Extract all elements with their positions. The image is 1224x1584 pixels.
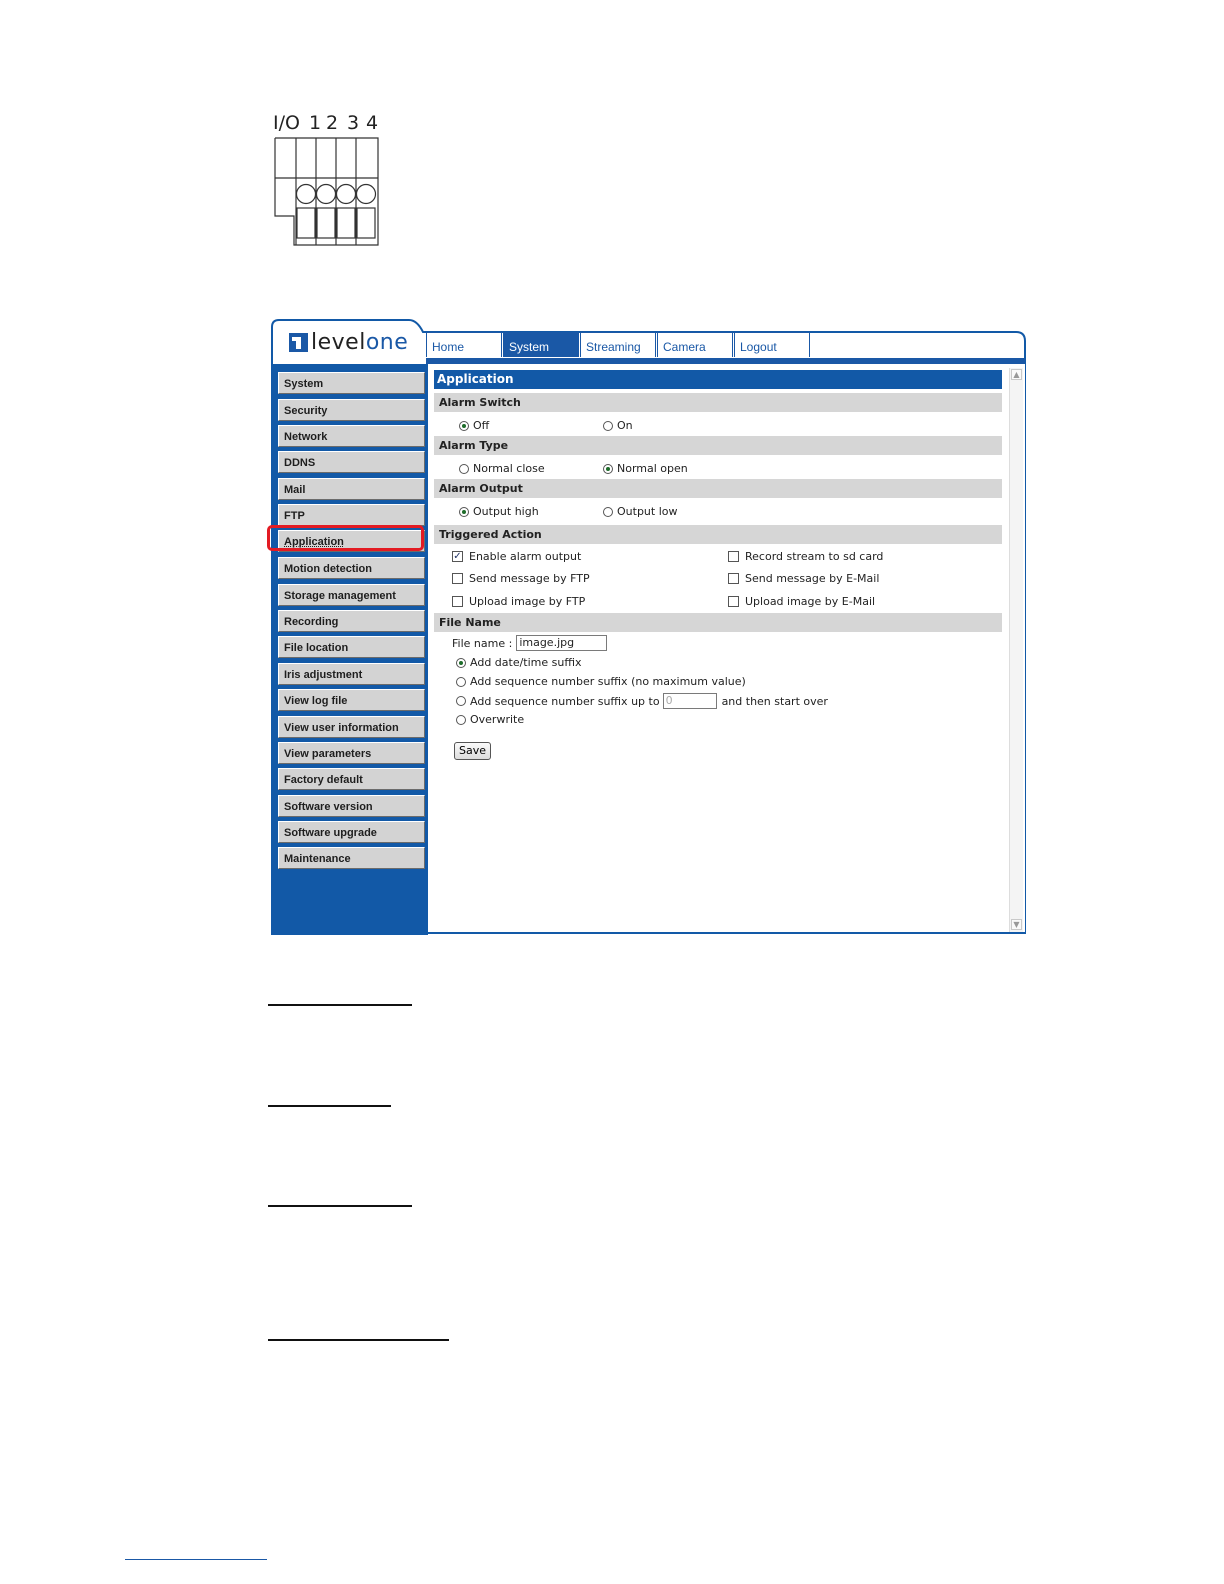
sidebar-item-view-parameters[interactable]: View parameters <box>278 742 425 764</box>
checkbox-icon[interactable] <box>452 596 463 607</box>
pin-4-label: 4 <box>366 112 379 134</box>
logo-text-main: level <box>311 329 366 355</box>
radio-icon[interactable] <box>456 696 466 706</box>
io-label: I/O <box>273 112 300 134</box>
logo-text-accent: one <box>365 329 409 355</box>
tab-system[interactable]: System <box>503 332 579 357</box>
scrollbar[interactable] <box>1009 368 1023 932</box>
sidebar-item-recording[interactable]: Recording <box>278 610 425 632</box>
checkbox-icon[interactable] <box>452 573 463 584</box>
alarm-switch-heading: Alarm Switch <box>434 393 1002 412</box>
footer-link-underline <box>125 1559 267 1560</box>
section-underline-4 <box>268 1339 449 1341</box>
sidebar-item-software-version[interactable]: Software version <box>278 795 425 817</box>
sidebar-item-ddns[interactable]: DDNS <box>278 451 425 473</box>
checkbox-icon[interactable] <box>728 596 739 607</box>
tab-streaming[interactable]: Streaming <box>580 332 656 357</box>
levelone-logo <box>289 329 408 355</box>
radio-icon[interactable] <box>603 421 613 431</box>
pin-2-label: 2 <box>326 112 339 134</box>
checkbox-icon[interactable] <box>728 551 739 562</box>
save-button[interactable]: Save <box>454 742 491 760</box>
checkbox-icon[interactable] <box>728 573 739 584</box>
upload-image-email-checkbox[interactable]: Upload image by E-Mail <box>728 595 875 608</box>
file-name-label: File name : <box>452 636 513 650</box>
sidebar-item-ftp[interactable]: FTP <box>278 504 425 526</box>
application-highlight-box <box>267 525 424 551</box>
suffix-datetime-option[interactable]: Add date/time suffix <box>456 656 582 669</box>
sidebar-item-software-upgrade[interactable]: Software upgrade <box>278 821 425 843</box>
section-underline-1 <box>268 1004 412 1006</box>
enable-alarm-output-checkbox[interactable]: ✓ Enable alarm output <box>453 550 582 563</box>
pin-3-label: 3 <box>347 112 360 134</box>
file-name-input[interactable]: image.jpg <box>516 635 607 651</box>
logo-icon <box>289 333 308 352</box>
alarm-switch-off[interactable]: Off <box>459 419 489 432</box>
alarm-type-normal-close[interactable]: Normal close <box>459 462 545 475</box>
triggered-action-heading: Triggered Action <box>434 525 1002 544</box>
radio-icon[interactable] <box>603 464 613 474</box>
radio-icon[interactable] <box>456 658 466 668</box>
page-title: Application <box>434 370 1002 389</box>
pin-1-label: 1 <box>309 112 322 134</box>
scroll-up-icon[interactable]: ▲ <box>1011 369 1022 380</box>
sidebar <box>271 364 428 935</box>
sidebar-item-security[interactable]: Security <box>278 399 425 421</box>
content-panel <box>428 364 1025 932</box>
sidebar-item-motion-detection[interactable]: Motion detection <box>278 557 425 579</box>
checkbox-checked-icon[interactable]: ✓ <box>453 551 462 562</box>
file-name-heading: File Name <box>434 613 1002 632</box>
radio-icon[interactable] <box>459 507 469 517</box>
sidebar-item-application[interactable]: Application <box>278 530 425 552</box>
suffix-sequence-option[interactable]: Add sequence number suffix (no maximum value) <box>456 675 746 688</box>
tab-camera[interactable]: Camera <box>657 332 733 357</box>
send-message-ftp-checkbox[interactable]: Send message by FTP <box>452 572 590 585</box>
overwrite-option[interactable]: Overwrite <box>456 713 524 726</box>
alarm-output-heading: Alarm Output <box>434 479 1002 498</box>
suffix-sequence-max-option[interactable]: Add sequence number suffix up to 0 and then start over <box>456 693 828 709</box>
sidebar-item-maintenance[interactable]: Maintenance <box>278 847 425 869</box>
sequence-after-text: and then start over <box>721 694 828 708</box>
sidebar-item-factory-default[interactable]: Factory default <box>278 768 425 790</box>
radio-icon[interactable] <box>459 464 469 474</box>
sidebar-item-mail[interactable]: Mail <box>278 478 425 500</box>
io-connector-diagram <box>268 108 388 253</box>
sidebar-item-storage-management[interactable]: Storage management <box>278 584 425 606</box>
sidebar-item-iris-adjustment[interactable]: Iris adjustment <box>278 663 425 685</box>
radio-icon[interactable] <box>456 715 466 725</box>
sidebar-item-system[interactable]: System <box>278 372 425 394</box>
upload-image-ftp-checkbox[interactable]: Upload image by FTP <box>452 595 585 608</box>
sidebar-item-file-location[interactable]: File location <box>278 636 425 658</box>
sidebar-item-view-user-information[interactable]: View user information <box>278 716 425 738</box>
section-underline-2 <box>268 1105 391 1107</box>
file-name-row <box>452 635 607 651</box>
sequence-max-input[interactable]: 0 <box>663 693 717 709</box>
send-message-email-checkbox[interactable]: Send message by E-Mail <box>728 572 879 585</box>
sidebar-item-network[interactable]: Network <box>278 425 425 447</box>
alarm-output-low[interactable]: Output low <box>603 505 678 518</box>
alarm-type-heading: Alarm Type <box>434 436 1002 455</box>
tab-home[interactable]: Home <box>426 332 502 357</box>
record-stream-sd-checkbox[interactable]: Record stream to sd card <box>728 550 883 563</box>
sidebar-item-view-log-file[interactable]: View log file <box>278 689 425 711</box>
alarm-type-normal-open[interactable]: Normal open <box>603 462 688 475</box>
tab-logout[interactable]: Logout <box>734 332 810 357</box>
radio-icon[interactable] <box>456 677 466 687</box>
radio-icon[interactable] <box>603 507 613 517</box>
radio-icon[interactable] <box>459 421 469 431</box>
camera-web-ui <box>271 319 1027 935</box>
alarm-output-high[interactable]: Output high <box>459 505 539 518</box>
top-tabs <box>426 332 811 358</box>
section-underline-3 <box>268 1205 412 1207</box>
scroll-down-icon[interactable]: ▼ <box>1011 919 1022 930</box>
alarm-switch-on[interactable]: On <box>603 419 633 432</box>
